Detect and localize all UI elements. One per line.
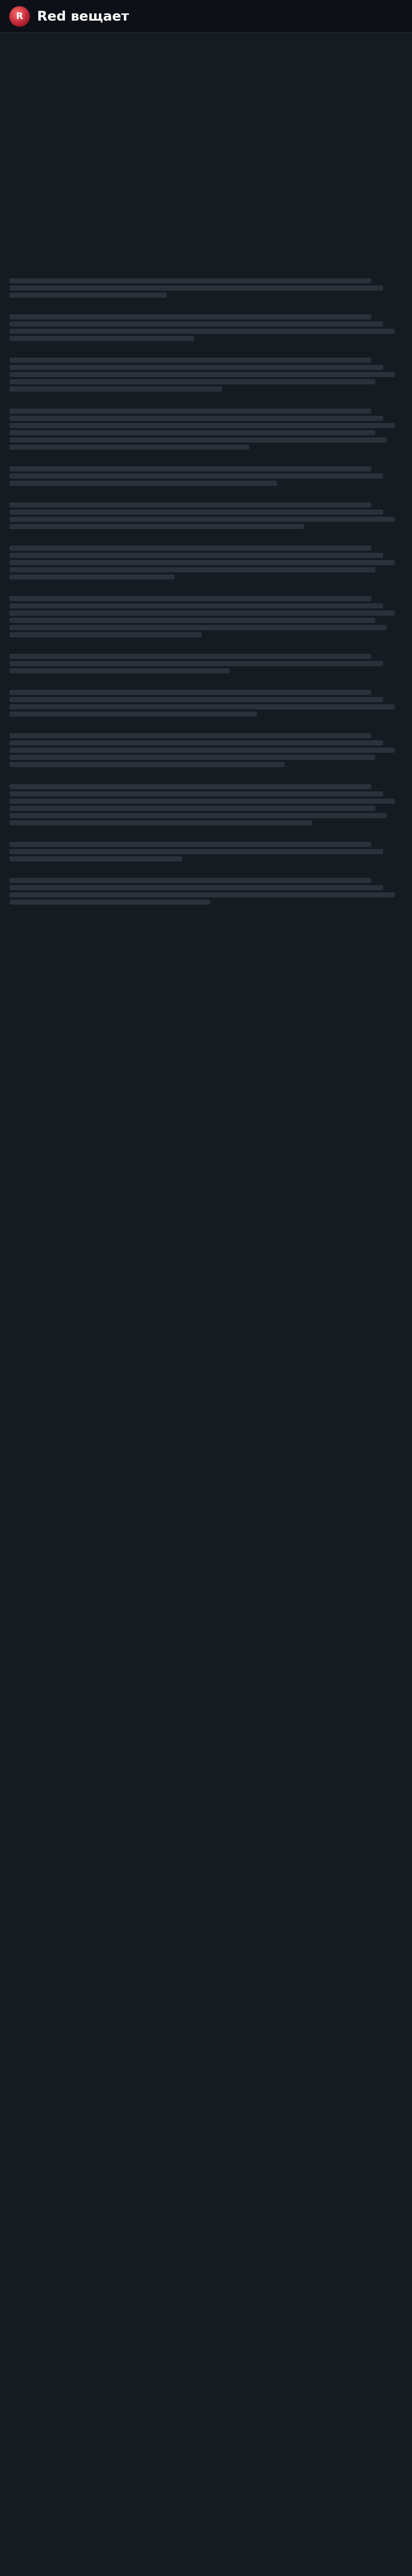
- comment: [9, 723, 403, 767]
- text-line: [9, 409, 371, 414]
- text-line: [9, 278, 371, 283]
- text-line: [9, 365, 383, 370]
- comment: [9, 304, 403, 341]
- text-line: [9, 711, 257, 717]
- comment-text-placeholder: [9, 654, 403, 673]
- text-line: [9, 799, 395, 804]
- text-line: [9, 437, 387, 443]
- comment: [9, 347, 403, 392]
- comment-text-placeholder: [9, 690, 403, 717]
- comment: [9, 535, 403, 580]
- text-line: [9, 813, 387, 818]
- intro: [0, 33, 412, 49]
- text-line: [9, 900, 210, 905]
- text-line: [9, 336, 194, 341]
- text-line: [9, 820, 312, 825]
- comment-text-placeholder: [9, 409, 403, 450]
- text-line: [9, 293, 167, 298]
- text-line: [9, 892, 395, 897]
- text-line: [9, 481, 277, 486]
- comment: [9, 268, 403, 298]
- text-line: [9, 445, 249, 450]
- comment-text-placeholder: [9, 546, 403, 580]
- comment-text-placeholder: [9, 358, 403, 392]
- text-line: [9, 632, 202, 637]
- text-line: [9, 379, 375, 384]
- avatar-letter: R: [16, 11, 23, 22]
- text-line: [9, 849, 383, 854]
- text-line: [9, 574, 175, 580]
- header: [0, 0, 412, 33]
- text-line: [9, 560, 395, 565]
- comment-text-placeholder: [9, 842, 403, 861]
- text-line: [9, 885, 383, 890]
- text-line: [9, 321, 383, 327]
- text-line: [9, 878, 371, 883]
- text-line: [9, 806, 375, 811]
- comment: [9, 456, 403, 486]
- comment: [9, 832, 403, 861]
- text-line: [9, 704, 395, 709]
- comment: [9, 492, 403, 529]
- comment: [9, 868, 403, 905]
- text-line: [9, 596, 371, 601]
- text-line: [9, 784, 371, 789]
- text-line: [9, 502, 371, 507]
- comment-text-placeholder: [9, 878, 403, 905]
- text-line: [9, 625, 387, 630]
- text-line: [9, 611, 395, 616]
- text-line: [9, 386, 222, 392]
- comment-text-placeholder: [9, 502, 403, 529]
- text-line: [9, 856, 182, 861]
- channel-avatar: [9, 6, 30, 27]
- text-line: [9, 285, 383, 291]
- text-line: [9, 740, 383, 745]
- text-line: [9, 755, 375, 760]
- text-line: [9, 517, 395, 522]
- text-line: [9, 314, 371, 319]
- text-line: [9, 510, 383, 515]
- comment-text-placeholder: [9, 466, 403, 486]
- comment-text-placeholder: [9, 314, 403, 341]
- comment-text-placeholder: [9, 733, 403, 767]
- text-line: [9, 567, 375, 572]
- text-line: [9, 762, 285, 767]
- comment: [9, 586, 403, 637]
- text-line: [9, 329, 395, 334]
- text-line: [9, 358, 371, 363]
- text-line: [9, 668, 230, 673]
- comment: [9, 680, 403, 717]
- text-line: [9, 473, 383, 479]
- text-line: [9, 661, 383, 666]
- text-line: [9, 603, 383, 608]
- text-line: [9, 553, 383, 558]
- comment-feed: [0, 268, 412, 2576]
- text-line: [9, 618, 375, 623]
- text-line: [9, 654, 371, 659]
- text-line: [9, 690, 371, 695]
- comment-text-placeholder: [9, 278, 403, 298]
- comment: [9, 773, 403, 825]
- text-line: [9, 791, 383, 796]
- comment: [9, 398, 403, 449]
- text-line: [9, 372, 395, 377]
- text-line: [9, 466, 371, 471]
- text-line: [9, 430, 375, 435]
- text-line: [9, 524, 304, 529]
- text-line: [9, 697, 383, 702]
- text-line: [9, 546, 371, 551]
- comment-text-placeholder: [9, 784, 403, 825]
- comment: [9, 643, 403, 673]
- text-line: [9, 423, 395, 428]
- text-line: [9, 416, 383, 421]
- page-title: Red вещает: [37, 8, 129, 24]
- text-line: [9, 842, 371, 847]
- text-line: [9, 733, 371, 738]
- comment-text-placeholder: [9, 596, 403, 637]
- text-line: [9, 748, 395, 753]
